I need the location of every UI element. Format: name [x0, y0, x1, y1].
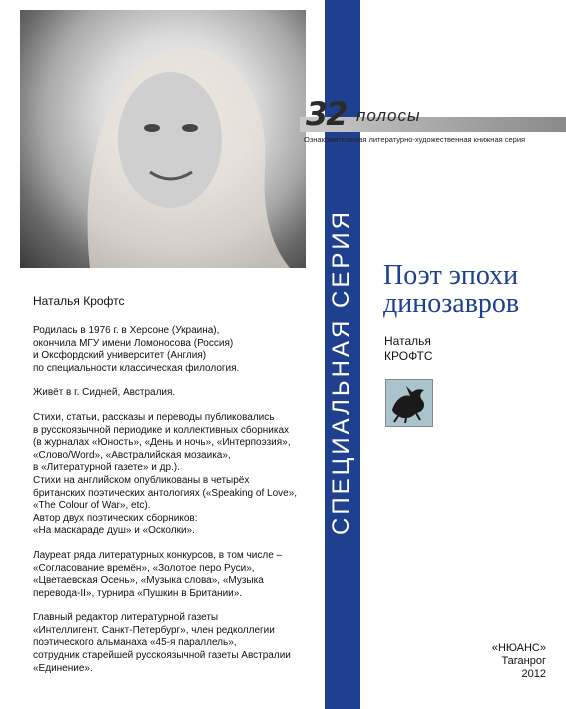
series-logo-number: 32 [306, 95, 347, 133]
book-author: Наталья КРОФТС [384, 334, 433, 363]
spine-series-label: СПЕЦИАЛЬНАЯ СЕРИЯ [328, 209, 355, 535]
dragon-icon [385, 379, 433, 427]
bio-paragraph-birth: Родилась в 1976 г. в Херсоне (Украина), окончила МГУ имени Ломоносова (Россия) и Оксфордский университет (Англия) по специальности классическая филология. [33, 325, 240, 374]
publisher-imprint: «НЮАНС» Таганрог 2012 [491, 642, 546, 680]
series-caption: Ознакомительная литературно-художественная книжная серия [304, 135, 526, 144]
author-bio [33, 325, 313, 687]
author-photo [20, 10, 306, 268]
author-name: Наталья Крофтс [33, 294, 125, 308]
book-title: Поэт эпохи динозавров [383, 260, 520, 319]
bio-paragraph-publications: Стихи, статьи, рассказы и переводы публиковались в русскоязычной периодике и коллективных сборниках (в журналах «Юность», «День и ночь», «Интерпоэзия», «Слово/Word», «Австралийская мозаика», в «Литературной газете» и др.). Стихи на английском опубликованы в четырёх британских поэтических антологиях («Speaking of Love», «The Colour of War», etc). Автор двух поэтических сборников: «На маскараде душ» и «Осколки». [33, 411, 298, 537]
bio-paragraph-editor: Главный редактор литературной газеты «Интеллигент. Санкт-Петербург», член редколлегии поэтического альманаха «45-я параллель», сотрудник старейшей русскоязычной газеты Австралии «Единение». [33, 612, 291, 674]
bio-paragraph-residence: Живёт в г. Сидней, Австралия. [33, 387, 176, 399]
series-logo-word: полосы [356, 106, 421, 125]
bio-paragraph-awards: Лауреат ряда литературных конкурсов, в том числе – «Согласование времён», «Золотое перо Руси», «Цветаевская Осень», «Музыка слова», «Музыка перевода-II», турнира «Пушкин в Британии». [33, 549, 283, 599]
